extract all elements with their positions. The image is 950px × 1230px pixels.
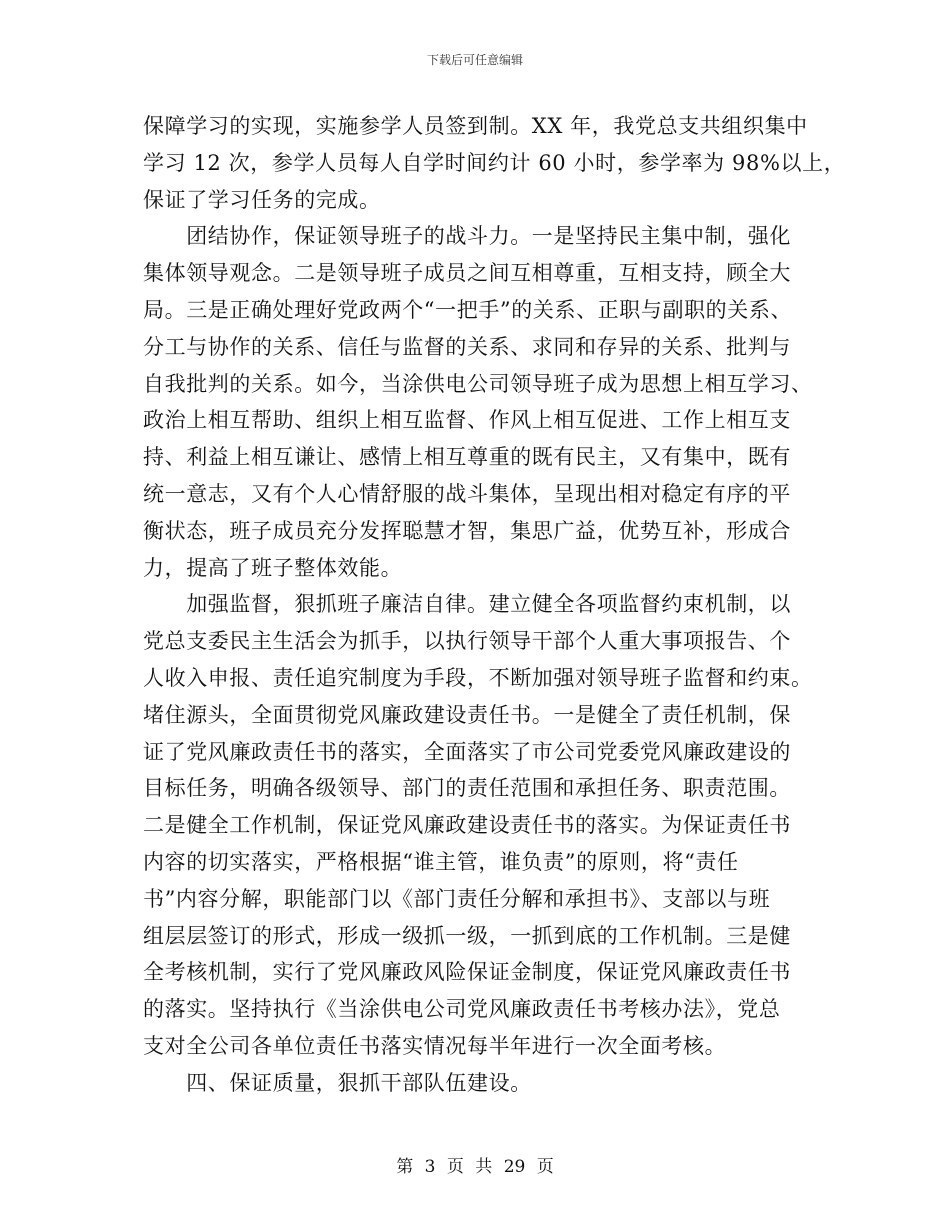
text-line: 加强监督，狠抓班子廉洁自律。建立健全各项监督约束机制，以 (143, 592, 791, 617)
text-line: 内容的切实落实，严格根据“谁主管，谁负责”的原则，将“责任 (143, 849, 739, 874)
text-line: 统一意志，又有个人心情舒服的战斗集体，呈现出相对稳定有序的平 (143, 481, 791, 506)
page-header-note: 下载后可任意编辑 (426, 53, 523, 67)
text-line: 衡状态，班子成员充分发挥聪慧才智，集思广益，优势互补，形成合 (143, 518, 791, 543)
text-line: 人收入申报、责任追究制度为手段，不断加强对领导班子监督和约束。 (143, 665, 813, 690)
text-line: 学习 12 次，参学人员每人自学时间约计 60 小时，参学率为 98%以上， (143, 150, 846, 175)
text-line: 组层层签订的形式，形成一级抓一级，一抓到底的工作机制。三是健 (143, 923, 791, 948)
text-line: 堵住源头，全面贯彻党风廉政建设责任书。一是健全了责任机制，保 (143, 702, 791, 727)
text-line: 书”内容分解，职能部门以《部门责任分解和承担书》、支部以与班 (143, 886, 771, 911)
text-line: 集体领导观念。二是领导班子成员之间互相尊重，互相支持，顾全大 (143, 261, 791, 286)
text-line: 力，提高了班子整体效能。 (143, 555, 403, 580)
text-line: 团结协作，保证领导班子的战斗力。一是坚持民主集中制，强化 (143, 224, 791, 249)
text-line: 的落实。坚持执行《当涂供电公司党风廉政责任书考核办法》，党总 (143, 997, 781, 1022)
text-line: 证了党风廉政责任书的落实，全面落实了市公司党委党风廉政建设的 (143, 739, 791, 764)
text-line: 保证了学习任务的完成。 (143, 187, 381, 212)
page-number-footer: 第 3 页 共 29 页 (396, 1157, 554, 1177)
text-line: 保障学习的实现，实施参学人员签到制。XX 年，我党总支共组织集中 (143, 114, 808, 138)
text-line: 目标任务，明确各级领导、部门的责任范围和承担任务、职责范围。 (143, 776, 791, 801)
text-line: 二是健全工作机制，保证党风廉政建设责任书的落实。为保证责任书 (143, 813, 791, 838)
text-line: 支对全公司各单位责任书落实情况每半年进行一次全面考核。 (143, 1033, 727, 1058)
text-line: 持、利益上相互谦让、感情上相互尊重的既有民主，又有集中，既有 (143, 445, 791, 470)
text-line: 分工与协作的关系、信任与监督的关系、求同和存异的关系、批判与 (143, 334, 791, 359)
text-line: 自我批判的关系。如今，当涂供电公司领导班子成为思想上相互学习、 (143, 371, 813, 396)
document-body (143, 108, 846, 1102)
text-line: 四、保证质量，狠抓干部队伍建设。 (143, 1070, 532, 1095)
text-line: 全考核机制，实行了党风廉政风险保证金制度，保证党风廉政责任书 (143, 960, 791, 985)
text-line: 政治上相互帮助、组织上相互监督、作风上相互促进、工作上相互支 (143, 408, 791, 433)
text-line: 局。三是正确处理好党政两个“一把手”的关系、正职与副职的关系、 (143, 297, 793, 322)
text-line: 党总支委民主生活会为抓手，以执行领导干部个人重大事项报告、个 (143, 629, 791, 654)
